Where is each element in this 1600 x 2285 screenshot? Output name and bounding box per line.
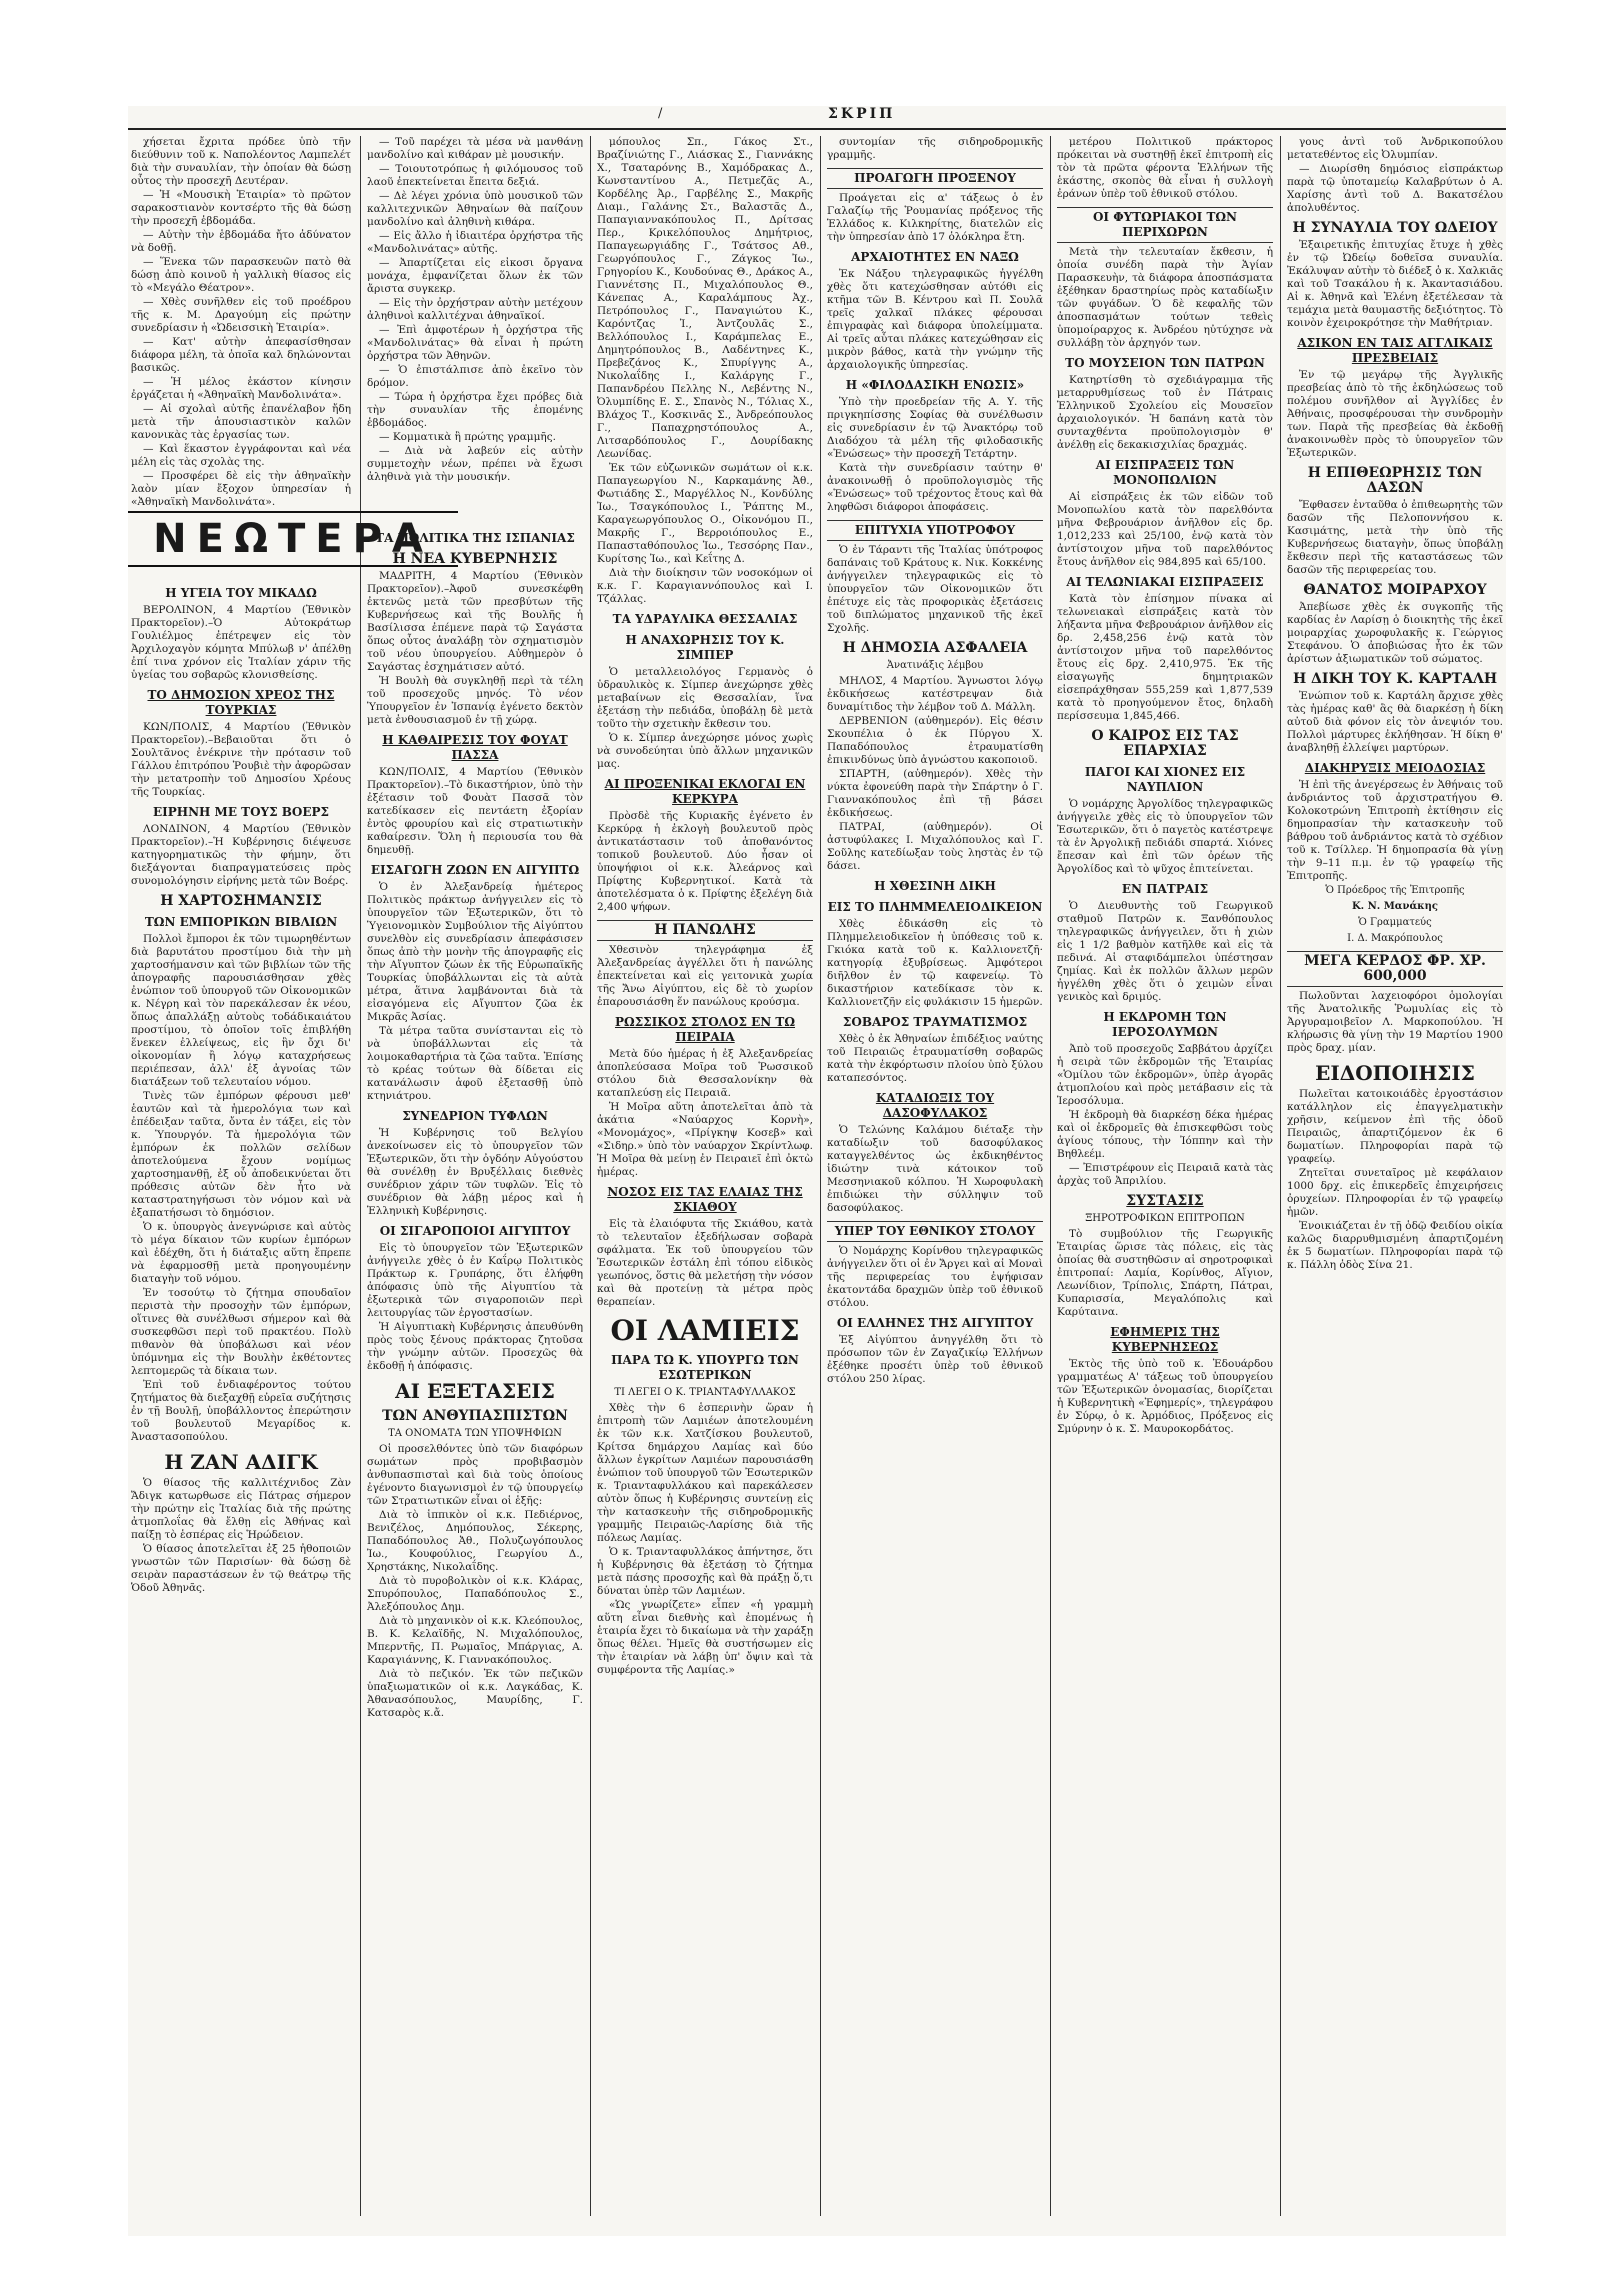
article-body: Πολλοὶ ἔμποροι ἐκ τῶν τιμωρηθέντων διὰ βαρυτάτου προστίμου διὰ τὴν μὴ χαρτοσήμανσιν καὶ τῶν βιβλίων τῶν τῆς ἀπογραφῆς παρουσιάσθησαν χθὲς ἐνώπιον τοῦ ὑπουργοῦ τῶν Οἰκονομικῶν κ. Νέγρη καὶ τὸν παρεκάλεσαν ἐκ νέου, ὅπως ἀπαλλάξῃ αὐτοὺς τοδάδικαιάτου προστίμου, τὸ ὁποῖον τοῖς ἐπιβλήθη ἕνεκεν ἐλλείψεως, εἰς ἣν ὄχι δι' οἰκονομίαν ἢ λόγῳ καταχρήσεως περιέπεσαν, ἀλλ' ἐξ ἀγνοίας τῶν διατάξεων τοῦ τελευταίου νόμου. (131, 933, 351, 1088)
col2-para: — Κομματικὰ ἢ πρώτης γραμμῆς. (379, 431, 556, 443)
headline: ΠΡΟΑΓΩΓΗ ΠΡΟΞΕΝΟΥ (827, 168, 1043, 189)
headline: ΔΙΑΚΗΡΥΞΙΣ ΜΕΙΟΔΟΣΙΑΣ (1304, 761, 1486, 775)
article-body: Ἔφθασεν ἐνταῦθα ὁ ἐπιθεωρητὴς τῶν δασῶν τῆς Πελοποννήσου κ. Κασιμάτης, μετὰ τὴν ὑπὸ τῆς Κυβερνήσεως διαταγὴν, ὅπως ὑποβάλῃ ἔκθεσιν περὶ τῆς καταστάσεως τῶν δασῶν τῆς περιφερείας του. (1287, 499, 1503, 576)
headline: ΡΩΣΣΙΚΟΣ ΣΤΟΛΟΣ ΕΝ ΤΩ ΠΕΙΡΑΙΑ (614, 1015, 796, 1044)
article-body: ΚΩΝ/ΠΟΛΙΣ, 4 Μαρτίου (Ἐθνικὸν Πρακτορεῖον).–Βεβαιοῦται ὅτι ὁ Σουλτᾶνος ἐνέκρινε τὴν πρότασιν τοῦ Γάλλου ἐπιτρόπου Ῥουβιὲ τὴν ἀφορῶσαν τὴν μετατροπὴν τοῦ Δημοσίου Χρέους τῆς Τουρκίας. (131, 721, 351, 798)
article-body: Προάγεται εἰς α' τάξεως ὁ ἐν Γαλαζίῳ τῆς Ῥουμανίας πρόξενος τῆς Ἑλλάδος κ. Κιλκηρίτης, διατελῶν εἰς τὴν ὑπηρεσίαν ἀπὸ 17 ὁλόκληρα ἔτη. (827, 192, 1043, 243)
newspaper-page (128, 106, 1506, 2236)
article-body: Χθεσινὸν τηλεγράφημα ἐξ Ἀλεξανδρείας ἀγγέλλει ὅτι ἡ πανώλης ἐπεκτείνεται καὶ εἰς γειτονικὰ χωρία τῆς Ἄνω Αἰγύπτου, εἰς δὲ τὸ χωρίον ἐπαρουσιάσθη ἕν πανώλους κρούσμα. (597, 944, 813, 1008)
headline: ΑΡΧΑΙΟΤΗΤΕΣ ΕΝ ΝΑΞΩ (851, 250, 1019, 264)
article-body: ΜΑΔΡΙΤΗ, 4 Μαρτίου (Ἐθνικὸν Πρακτορεῖον).–Ἀφοῦ συνεσκέφθη ἐκτενῶς μετὰ τῶν πρεσβύτων τῆς Κυβερνήσεως καὶ τῆς Βουλῆς ἡ Βασίλισσα ἐπέμενε παρὰ τῷ Σαγάστα ὅπως οὗτος ἀναλάβῃ τὸν σχηματισμὸν τοῦ νέου ὑπουργείου. Αὐθημερὸν ὁ Σαγάστας ἐσχημάτισεν αὐτό. (367, 570, 583, 673)
article-body: ΔΕΡΒΕΝΙΟΝ (αὐθημερόν). Εἰς θέσιν Σκουπέλια ὁ ἐκ Πύργου Χ. Παπαδόπουλος ἐτραυματίσθη ἐπικινδύνως ὑπὸ ἀγνώστου κακοποιοῦ. (827, 715, 1043, 766)
col2-para: — Εἰς ἄλλο ἡ ἰδιαιτέρα ὀρχήστρα τῆς «Μανδολινάτας» αὐτῆς. (367, 230, 583, 255)
article-body: Ἐκτὸς τῆς ὑπὸ τοῦ κ. Ἐδουάρδου γραμματέως Α' τάξεως τοῦ ὑπουργείου τῶν Ἐξωτερικῶν ὀνομασίας, διορίζεται ἡ Κυβερνητικὴ «Ἐφημερίς», τηλεγράφου ἐν Σύρῳ, ὁ κ. Ἀρμόδιος, Πρόξενος εἰς Σμύρνην ὁ κ. Σ. Μαυροκορδάτος. (1057, 1358, 1273, 1435)
article-body: Πωλεῖται κατοικοιάδὲς ἐργοστάσιον κατάλληλον εἰς ἐπαγγελματικὴν χρῆσιν, κείμενον ἐπὶ τῆς ὁδοῦ Πειραιῶς, ἀπαρτιζόμενον ἐκ 6 δωματίων. Πληροφορίαι παρὰ τῷ γραφείῳ. (1287, 1088, 1503, 1165)
headline: ΕΠΙΤΥΧΙΑ ΥΠΟΤΡΟΦΟΥ (827, 520, 1043, 541)
article-body: Αἱ εἰσπράξεις ἐκ τῶν εἰδῶν τοῦ Μονοπωλίου κατὰ τὸν παρελθόντα μῆνα Φεβρουάριον ἀνῆλθον εἰς δρ. 1,012,233 καὶ 25/100, ἐνῷ κατὰ τὸν ἀντίστοιχον μῆνα τοῦ παρελθόντος ἔτους ἀνῆλθον εἰς 984,895 καὶ 65/100. (1057, 491, 1273, 568)
article-body: Πωλοῦνται λαχειοφόροι ὁμολογίαι τῆς Ἀνατολικῆς Ῥωμυλίας εἰς τὸ Ἀργυραμοιβεῖον Λ. Μαρκοπούλου. Ἡ κλήρωσις θὰ γίνῃ τὴν 19 Μαρτίου 1900 πρὸς δραχ. μίαν. (1287, 990, 1503, 1054)
headline: ΣΟΒΑΡΟΣ ΤΡΑΥΜΑΤΙΣΜΟΣ (842, 1015, 1028, 1029)
masthead-name: ΣΚΡΙΠ (828, 106, 896, 122)
subheadline: ΤΑ ΟΝΟΜΑΤΑ ΤΩΝ ΥΠΟΨΗΦΙΩΝ (388, 1428, 562, 1439)
article-body: Μετὰ δύο ἡμέρας ἡ ἐξ Ἀλεξανδρείας ἀποπλεύσασα Μοῖρα τοῦ Ῥωσσικοῦ στόλου διὰ Θεσσαλονίκην θὰ καταπλεύσῃ εἰς Πειραιᾶ. (597, 1048, 813, 1099)
article-body: Ὁ νομάρχης Ἀργολίδος τηλεγραφικῶς ἀνήγγειλε χθὲς εἰς τὸ ὑπουργεῖον τῶν Ἐσωτερικῶν, ὅτι ὁ παγετὸς κατέστρεψε τὰ ἐν Ἀργολικῇ πεδιάδι σπαρτά. Χιόνες ἔπεσαν καὶ ἐπὶ τῶν ὀρέων τῆς Ἀργολίδος καὶ τὸ ψῦχος ἐπιτείνεται. (1057, 798, 1273, 875)
headline: ΟΙ ΕΛΛΗΝΕΣ ΤΗΣ ΑΙΓΥΠΤΟΥ (836, 1316, 1034, 1330)
article-body: Ὁ μεταλλειολόγος Γερμανὸς ὁ ὑδραυλικὸς κ. Σίμπερ ἀνεχώρησε χθὲς μεταβαίνων εἰς Θεσσαλίαν, ἵνα ἐξετάσῃ τὴν πεδιάδα, ὑποβάλῃ δὲ μετὰ τοῦτο τὴν σχετικὴν ἔκθεσιν του. (597, 666, 813, 730)
headline: Η ΖΑΝ ΑΔΙΓΚ (164, 1450, 318, 1474)
column-rule (590, 136, 591, 2216)
article-body: «Ὡς γνωρίζετε» εἶπεν «ἡ γραμμὴ αὕτη εἶναι διεθνὴς καὶ ἐπομένως ἡ ἑταιρία ἔχει τὸ δικαίωμα νὰ τὴν χαράξῃ ὅπως θέλει. Ἡμεῖς θὰ συστήσωμεν εἰς τὴν ἑταιρίαν νὰ λάβῃ ὑπ' ὄψιν καὶ τὰ συμφέροντα τῆς Λαμίας.» (597, 1599, 813, 1676)
article-body: Τὸ συμβούλιον τῆς Γεωργικῆς Ἑταιρίας ὥρισε τὰς πόλεις, εἰς τὰς ὁποίας θὰ συστηθῶσιν αἱ σηροτροφικαὶ ἐπιτροπαί: Λαμία, Κορίνθος, Αἴγιον, Λεωνίδιον, Τρίπολις, Σπάρτη, Πάτραι, Κυπαρισσία, Μεγαλόπολις καὶ Καρύταινα. (1057, 1228, 1273, 1318)
article-body: Ἐκ Νάξου τηλεγραφικῶς ἠγγέλθη χθὲς ὅτι κατεχώσθησαν αὐτόθι εἰς κτῆμα τῶν Β. Κέντρου καὶ Π. Σουλᾶ τρεῖς χαλκαῖ πλάκες φέρουσαι ἐπιγραφὰς καὶ διάφορα ὑπολείμματα. Αἱ τρεῖς αὗται πλάκες κατεχώθησαν εἰς μικρὸν βάθος, κατὰ τὴν γνώμην τῆς ἀρχαιολογικῆς ὑπηρεσίας. (827, 268, 1043, 371)
headline: ΘΑΝΑΤΟΣ ΜΟΙΡΑΡΧΟΥ (1303, 582, 1487, 598)
headline: ΑΣΙΚΟΝ ΕΝ ΤΑΙΣ ΑΓΓΛΙΚΑΙΣ ΠΡΕΣΒΕΙΑΙΣ (1297, 336, 1493, 365)
headline: ΕΙΣΑΓΩΓΗ ΖΩΩΝ ΕΝ ΑΙΓΥΠΤΩ (370, 863, 580, 877)
headline: Η ΕΚΔΡΟΜΗ ΤΩΝ ΙΕΡΟΣΟΛΥΜΩΝ (1103, 1010, 1227, 1039)
article-body: ΛΟΝΔΙΝΟΝ, 4 Μαρτίου (Ἐθνικὸν Πρακτορεῖον).–Ἡ Κυβέρνησις διέψευσε κατηγορηματικῶς τὴν φήμην, ὅτι διεξάγονται διαπραγματεύσεις πρὸς συνομολόγησιν εἰρήνης μετὰ τῶν Βοέρς. (131, 823, 351, 887)
article-body: ΚΩΝ/ΠΟΛΙΣ, 4 Μαρτίου (Ἐθνικὸν Πρακτορεῖον).–Τὸ δικαστήριον, ὑπὸ τὴν ἐξέτασιν τοῦ Φουὰτ Πασσᾶ τὸν κατεδίκασεν εἰς πεντάετη ἐξορίαν ἐντὸς φρουρίου καὶ εἰς στρατιωτικὴν καθαίρεσιν. Ὅλη ἡ περιουσία του θὰ δημευθῇ. (367, 766, 583, 856)
article-body: Ὁ κ. ὑπουργὸς ἀνεγνώρισε καὶ αὐτὸς τὸ μέγα δίκαιον τῶν κυρίων ἐμπόρων καὶ ἐδέχθη, ὅτι ἡ διάταξις αὕτη ἔπρεπε νὰ ἐφαρμοσθῇ μετὰ προηγουμένην διαταγὴν τοῦ νόμου. (131, 1221, 351, 1285)
subheadline: ΤΙ ΛΕΓΕΙ Ο Κ. ΤΡΙΑΝΤΑΦΥΛΛΑΚΟΣ (614, 1387, 796, 1398)
col1-para: — Ἡ «Μουσικὴ Ἑταιρία» τὸ πρῶτον σαρακοστιανὸν κοντσέρτο τῆς θὰ δώσῃ τὴν προσεχῆ ἑβδομάδα. (131, 189, 351, 227)
subheadline: ΠΑΡΑ ΤΩ Κ. ΥΠΟΥΡΓΩ ΤΩΝ ΕΣΩΤΕΡΙΚΩΝ (611, 1353, 799, 1382)
article-body: Διὰ τὸ πυροβολικὸν οἱ κ.κ. Κλάρας, Σπυρόπουλος, Παπαδόπουλος Σ., Ἀλεξόπουλος Δημ. (367, 1575, 583, 1613)
col2-para: — Ὁ ἐπιστάλπισε ἀπὸ ἐκεῖνο τὸν δρόμον. (367, 364, 583, 389)
article-body: Ὁ ἐν Ἀλεξανδρείᾳ ἡμέτερος Πολιτικὸς πράκτωρ ἀνήγγειλεν εἰς τὸ ὑπουργεῖον τῶν Ἐξωτερικῶν, ὅτι τὸ Ὑγειονομικὸν Συμβούλιον τῆς Αἰγύπτου συνελθὸν εἰς συνεδρίασιν ἀπεφάσισεν ὅπως ἀπὸ τὴν μονὴν τῆς ἀπογραφῆς εἰς τὴν Αἴγυπτον ζώων ἐκ τῆς Εὐρωπαϊκῆς Τουρκίας ὑποβάλλωνται εἰς τὰ αὐτὰ μέτρα, ἅτινα λαμβάνονται διὰ τὰ εἰσαγόμενα εἰς Αἴγυπτον ζῶα ἐκ Μικρᾶς Ἀσίας. (367, 881, 583, 1023)
article-body: Χθὲς ὁ ἐκ Ἀθηναίων ἐπιδέξιος ναύτης τοῦ Πειραιῶς ἐτραυματίσθη σοβαρῶς κατὰ τὴν ἐκφόρτωσιν πλοίου ὑπὸ ξύλου καταπεσόντος. (827, 1033, 1043, 1084)
headline: Η ΔΗΜΟΣΙΑ ΑΣΦΑΛΕΙΑ (842, 640, 1028, 656)
headline: ΕΦΗΜΕΡΙΣ ΤΗΣ ΚΥΒΕΡΝΗΣΕΩΣ (1110, 1325, 1220, 1354)
article-body: Τὰ μέτρα ταῦτα συνίστανται εἰς τὸ νὰ ὑποβάλλωνται εἰς τὰ λοιμοκαθαρτήρια τὰ ζῶα ταῦτα. Ἐπίσης τὸ κρέας τούτων θὰ δίδεται εἰς κατανάλωσιν ἀφοῦ ἐξετασθῇ ὑπὸ κτηνιάτρου. (367, 1025, 583, 1102)
subheadline: ΞΗΡΟΤΡΟΦΙΚΩΝ ΕΠΙΤΡΟΠΩΝ (1085, 1213, 1245, 1224)
headline: ΟΙ ΣΙΓΑΡΟΠΟΙΟΙ ΑΙΓΥΠΤΟΥ (379, 1224, 571, 1238)
article-body: Διὰ τὸ μηχανικὸν οἱ κ.κ. Κλεόπουλος, Β. Κ. Κελαϊδῆς, Ν. Μιχαλόπουλος, Μπερντῆς, Π. Ρωμαῖος, Μπάργιας, Α. Καραγιάννης, Κ. Γιαννακόπουλος. (367, 1615, 583, 1666)
headline: ΕΝ ΠΑΤΡΑΙΣ (1121, 882, 1209, 896)
banner-neotera: ΝΕΩΤΕΡΑ (128, 511, 458, 567)
headline: Η ΚΑΘΑΙΡΕΣΙΣ ΤΟΥ ΦΟΥΑΤ ΠΑΣΣΑ (382, 733, 568, 762)
article-body: ΜΗΛΟΣ, 4 Μαρτίου. Ἄγνωστοι λόγῳ ἐκδικήσεως κατέστρεψαν διὰ δυναμίτιδος τὴν λέμβον τοῦ Δ. Μάλλη. (827, 675, 1043, 713)
headline: ΑΙ ΕΞΕΤΑΣΕΙΣ (395, 1379, 555, 1403)
article-body: Ἐν τοσούτῳ τὸ ζήτημα σπουδαῖον περιστὰ τὴν προσοχὴν τῶν ἐμπόρων, οἵτινες θὰ συνέλθωσι σήμερον καὶ θὰ συσκεφθῶσι περὶ τοῦ πρακτέου. Πολὺ πιθανὸν θὰ ὑποβάλωσι καὶ νέον ὑπόμνημα εἰς τὴν Βουλὴν ἐκθέτοντες λεπτομερῶς τὰ δίκαια των. (131, 1287, 351, 1377)
col3-para: μόπουλος Σπ., Γάκος Στ., Βραζίνιώτης Γ., Λιάσκας Σ., Γιαννάκης Χ., Τσαταρόνης Β., Χαμόδρακας Δ., Κωνσταντίνου Α., Πετμεζᾶς Α., Κορδέλης Ἀρ., Γαρβέλης Σ., Μακρῆς Διαμ., Γαλάνης Στ., Βαλαστᾶς Δ., Παπαγιαννακόπουλος Π., Δρίτσας Περ., Κρικελόπουλος Δημήτριος, Παπαγεωργιάδης Γ., Τσάτσος Αθ., Γεωργόπουλος Γ., Ζάγκος Ἰω., Γρηγορίου Κ., Κουδούνας Θ., Δράκος Α., Γιαννέτσης Π., Μιχαλόπουλος Θ., Κάνεπας Α., Καραλάμπους Ἀχ., Πετρόπουλος Γ., Παναγιώτου Κ., Καρόντζας Ἰ., Ἀντζουλᾶς Σ., Βελλόπουλος Ι., Καράμπελας Ε., Δημητρόπουλος Β., Λαδέντηνες Κ., Πρεβεζάνος Κ., Σπυρίγγης Α., Νικολαΐδης Ι., Καλάργης Γ., Παπανδρέου Πελλης Ν., Λεβέντης Ν., Ὀλυμπίδης Ε. Σ., Σπανὸς Ν., Τόλιας Χ., Βλάχος Τ., Κοσκινᾶς Σ., Ἀνδρεόπουλος Γ., Παπαχρηστόπουλος Α., Λιτσαρδόπουλος Γ., Δουρίδακης Λεωνίδας. (597, 136, 813, 460)
col3-para: Ἐκ τῶν εὐζωνικῶν σωμάτων οἱ κ.κ. Παπαγεωργίου Ν., Καρκαμάνης Ἀθ., Φωτιάδης Σ., Μαργέλλος Ν., Κονδύλης Ἰω., Τσαγκόπουλος Ι., Ῥάπτης Μ., Καραγεωργόπουλος Ο., Οἰκονόμου Π., Μακρῆς Γ., Βερροιόπουλος Ε., Παπασταθόπουλος Ἰω., Τεσσόρης Παν., Κυρίτσης Ἰω., καὶ Κεΐτης Δ. (597, 462, 813, 565)
headline: Η ΠΑΝΩΛΗΣ (597, 920, 813, 941)
article-body: Πρὸσδὲ τῆς Κυριακῆς ἐγένετο ἐν Κερκύρᾳ ἡ ἐκλογὴ βουλευτοῦ πρὸς ἀντικατάστασιν τοῦ ἀποθανόντος τοπικοῦ βουλευτοῦ. Δύο ἦσαν οἱ ὑποψήφιοι οἱ κ.κ. Ἀλεάρνος καὶ Πρίφτης Κυβερνητικοί. Κατὰ τὰ ἀποτελέσματα ὁ κ. Πρίφτης ἐξελέγη διὰ 2,400 ψήφων. (597, 810, 813, 913)
article-body: Ὁ Διευθυντὴς τοῦ Γεωργικοῦ σταθμοῦ Πατρῶν κ. Ξανθόπουλος τηλεγραφικῶς ἀνήγγειλεν, ὅτι ἡ χιὼν εἰς 1 1/2 βαθμὸν κατῆλθε καὶ εἰς τὰ πεδινά. Αἱ σταφιδάμπελοι ὑπέστησαν ζημίας. Καὶ ἐκ πολλῶν ἄλλων μερῶν ἠγγέλθη χθὲς ὅτι ὁ χειμὼν εἶναι γενικὸς καὶ δριμύς. (1057, 900, 1273, 1003)
article-body: Διὰ τὸ πεζικόν. Ἐκ τῶν πεζικῶν ὑπαξιωματικῶν οἱ κ.κ. Λαγκάδας, Κ. Ἀθανασόπουλος, Μαυρίδης, Γ. Κατσαρὸς κ.ἄ. (367, 1668, 583, 1719)
subheadline: ΤΩΝ ΕΜΠΟΡΙΚΩΝ ΒΙΒΛΙΩΝ (144, 915, 338, 929)
col2-para: — Τοιουτοτρόπως ἡ φιλόμουσος τοῦ λαοῦ ἐπεκτείνεται ἔπειτα δεξιά. (367, 163, 583, 188)
subheadline: ΠΑΓΟΙ ΚΑΙ ΧΙΟΝΕΣ ΕΙΣ ΝΑΥΠΛΙΟΝ (1084, 765, 1246, 794)
article-body: Ὁ θίασος ἀποτελεῖται ἐξ 25 ἠθοποιῶν γνωστῶν τῶν Παρισίων· θὰ δώσῃ δὲ σειρὰν παραστάσεων ἐν τῷ θεάτρῳ τῆς Ὁδοῦ Ἀθηνᾶς. (131, 1543, 351, 1594)
column-rule (1050, 136, 1051, 2216)
article-body: Ἐπὶ τοῦ ἐνδιαφέροντος τούτου ζητήματος θὰ διεξαχθῇ εὐρεῖα συζήτησις ἐν τῇ Βουλῇ, ὑποβάλλοντος ἐπερώτησιν τοῦ βουλευτοῦ Μεγαρίδος κ. Ἀναστασοπούλου. (131, 1379, 351, 1443)
headline: ΣΥΣΤΑΣΙΣ (1126, 1193, 1204, 1209)
headline: ΚΑΤΑΔΙΩΞΙΣ ΤΟΥ ΔΑΣΟΦΥΛΑΚΟΣ (875, 1091, 995, 1120)
col1-para: χήσεται ἔχριτα πρόδεε ὑπὸ τῆν διεύθυνιν τοῦ κ. Ναπολέοντος Λαμπελέτ διὰ τὴν συναυλίαν, τὴν ὁποίαν θὰ δώσῃ οὗτος τὴν προσεχῆ Δευτέραν. (131, 136, 351, 187)
subheadline: Η ΑΝΑΧΩΡΗΣΙΣ ΤΟΥ Κ. ΣΙΜΠΕΡ (625, 633, 785, 662)
article-body: Ζητεῖται συνεταῖρος μὲ κεφάλαιον 1000 δρχ. εἰς ἐπικερδεῖς ἐπιχειρήσεις ὀρυχείων. Πληροφορίαι ἐν τῷ γραφείῳ ἡμῶν. (1287, 1167, 1503, 1218)
column-5 (1054, 136, 1276, 2216)
column-6 (1284, 136, 1506, 2216)
col2-para: — Ἀπαρτίζεται εἰς εἰκοσι ὄργανα μονάχα, ἐμφανίζεται ὅλων ἐκ τῶν ἄριστα συγκεκρ. (367, 257, 583, 295)
article-body: Χθὲς τὴν 6 ἑσπερινὴν ὥραν ἡ ἐπιτροπὴ τῶν Λαμιέων ἀποτελουμένη ἐκ τῶν κ.κ. Χατζίσκου βουλευτοῦ, Κρίτσα δημάρχου Λαμίας καὶ δύο ἄλλων ἐγκρίτων Λαμιέων παρουσιάσθη ἐνώπιον τοῦ ὑπουργοῦ τῶν Ἐσωτερικῶν κ. Τριανταφυλλάκου καὶ παρεκάλεσεν αὐτὸν ὅπως ἡ Κυβέρνησις συντείνῃ εἰς τὴν κατασκευὴν τῆς σιδηροδρομικῆς γραμμῆς Πειραιῶς-Λαρίσης διὰ τῆς πόλεως Λαμίας. (597, 1402, 813, 1544)
col1-para: — Καὶ ἕκαστον ἐγγράφονται καὶ νέα μέλη εἰς τὰς σχολὰς της. (131, 443, 351, 468)
col1-para: — Χθὲς συνῆλθεν εἰς τοῦ προέδρου τῆς κ. Μ. Δραγούμη εἰς πρώτην συνεδρίασιν ἡ «Ὠδεισσικὴ Ἑταιρία». (131, 296, 351, 334)
headline: ΣΥΝΕΔΡΙΟΝ ΤΥΦΛΩΝ (402, 1109, 548, 1123)
col1-para: — Αἱ σχολαὶ αὐτῆς ἐπανέλαβον ἤδη μετὰ τῆν ἀπουσιαστικὸν καλῶν κανονικὰς τὰς ἐργασίας των. (131, 403, 351, 441)
article-body: Ἀπεβίωσε χθὲς ἐκ συγκοπῆς τῆς καρδίας ἐν Λαρίσῃ ὁ διοικητὴς τῆς ἐκεῖ μοιραρχίας χωροφυλακῆς κ. Γεώργιος Στεφάνου. Ὁ ἀποβιώσας ἦτο ἐκ τῶν ἀρίστων ἀξιωματικῶν τοῦ σώματος. (1287, 601, 1503, 665)
article-body: Ὁ κ. Σίμπερ ἀνεχώρησε μόνος χωρὶς νὰ συνοδεύηται ὑπὸ ἄλλων μηχανικῶν μας. (597, 732, 813, 770)
col1-para: — Αὐτὴν τὴν ἑβδομάδα ἤτο ἀδύνατον νὰ δοθῇ. (131, 229, 351, 254)
article-body: Ἀπὸ τοῦ προσεχοῦς Σαββάτου ἀρχίζει ἡ σειρὰ τῶν ἐκδρομῶν τῆς Ἑταιρίας «Ὁμίλου τῶν ἐκδρομῶν», ὑπὲρ ἀγορᾶς ἀτμοπλοίου καὶ πρὸς μετάβασιν εἰς τὰ Ἱεροσόλυμα. (1057, 1043, 1273, 1107)
column-4 (824, 136, 1046, 2216)
article-body: Εἰς τὰ ἐλαιόφυτα τῆς Σκιάθου, κατὰ τὸ τελευταῖον ἐξεδήλωσαν σοβαρὰ σφάλματα. Ἐκ τοῦ ὑπουργείου τῶν Ἐσωτερικῶν ἐστάλη ἐπὶ τόπου εἰδικὸς γεωπόνος, ὅστις θὰ μελετήσῃ τὴν νόσον καὶ θὰ προτείνῃ τὰ μέτρα πρὸς θεραπείαν. (597, 1218, 813, 1308)
column-rule (1280, 136, 1281, 2216)
headline: ΥΠΕΡ ΤΟΥ ΕΘΝΙΚΟΥ ΣΤΟΛΟΥ (827, 1221, 1043, 1242)
headline: ΤΑ ΠΟΛΙΤΙΚΑ ΤΗΣ ΙΣΠΑΝΙΑΣ (375, 531, 575, 545)
headline: ΕΙΔΟΠΟΙΗΣΙΣ (1315, 1061, 1475, 1085)
col1-para: — Προσφέρει δὲ εἰς τὴν ἀθηναϊκὴν λαὸν μίαν ἔξοχον ὑπηρεσίαν ἡ «Ἀθηναϊκὴ Μανδολινάτα». (131, 470, 351, 508)
headline: Η «ΦΙΛΟΔΑΣΙΚΗ ΕΝΩΣΙΣ» (845, 378, 1025, 392)
headline: ΤΑ ΥΔΡΑΥΛΙΚΑ ΘΕΣΣΑΛΙΑΣ (612, 612, 798, 626)
article-body: Ὑπὸ τὴν προεδρείαν τῆς Α. Υ. τῆς πριγκηπίσσης Σοφίας θὰ συνέλθωσιν εἰς συνεδρίασιν ἐν τῷ Ἀνακτόρῳ τοῦ Διαδόχου τὰ μέλη τῆς φιλοδασικῆς «Ἑνώσεως» τὴν προσεχῆ Τετάρτην. (827, 396, 1043, 460)
col6-para: — Διωρίσθη δημόσιος εἰσπράκτωρ παρὰ τῷ ὑποταμείῳ Καλαβρύτων ὁ Α. Χαρίσης ἀντὶ τοῦ Δ. Βακατσέλου ἀπολυθέντος. (1287, 163, 1503, 214)
column-rule (820, 136, 821, 2216)
headline: ΤΟ ΔΗΜΟΣΙΟΝ ΧΡΕΟΣ ΤΗΣ ΤΟΥΡΚΙΑΣ (147, 688, 335, 717)
headline: ΤΟ ΜΟΥΣΕΙΟΝ ΤΩΝ ΠΑΤΡΩΝ (1065, 356, 1265, 370)
masthead-slash: / (658, 106, 663, 121)
headline: ΑΙ ΤΕΛΩΝΙΑΚΑΙ ΕΙΣΠΡΑΞΕΙΣ (1066, 575, 1264, 589)
col2-para: — Τοῦ παρέχει τὰ μέσα νὰ μανθάνῃ μανδολίνο καὶ κιθάραν μὲ μουσικήν. (367, 136, 583, 161)
col4-para: συντομίαν τῆς σιδηροδρομικῆς γραμμῆς. (827, 136, 1043, 161)
masthead (128, 106, 1506, 130)
article-body: Ἡ Κυβέρνησις τοῦ Βελγίου ἀνεκοίνωσεν εἰς τὸ ὑπουργεῖον τῶν Ἐξωτερικῶν, ὅτι τὴν ὀγδόην Αὐγούστου θὰ συνέλθῃ ἐν Βρυξέλλαις διεθνὲς συνέδριον χάριν τῶν τυφλῶν. Ἐἰς τὸ συνέδριον θὰ λάβῃ μέρος καὶ ἡ Ἑλληνικὴ Κυβέρνησις. (367, 1127, 583, 1217)
article-body: Οἱ προσελθόντες ὑπὸ τῶν διαφόρων σωμάτων πρὸς προβιβασμὸν ἀνθυπασπισταὶ καὶ διὰ τοὺς ὁποίους ἐγένοντο διαγωνισμοὶ ἐν τῷ ὑπουργείῳ τῶν Στρατιωτικῶν εἶναι οἱ ἑξῆς: (367, 1443, 583, 1507)
article-body: Κατὰ τὸν ἐπίσημον πίνακα αἱ τελωνειακαὶ εἰσπράξεις κατὰ τὸν λήξαντα μῆνα Φεβρουάριον ἀνῆλθον εἰς δρ. 2,458,256 ἐνῷ κατὰ τὸν ἀντίστοιχον μῆνα τοῦ παρελθόντος ἔτους εἰς δρχ. 2,410,975. Ἐκ τῆς εἰσαγωγῆς δημητριακῶν εἰσεπράχθησαν 555,259 καὶ 1,877,539 κατὰ τὸ προηγούμενον ἔτος, δηλαδὴ περίσσευμα 1,845,466. (1057, 593, 1273, 722)
headline: Ο ΚΑΙΡΟΣ ΕΙΣ ΤΑΣ ΕΠΑΡΧΙΑΣ (1091, 728, 1239, 759)
col2-para: — Τώρα ἡ ὀρχήστρα ἔχει πρόβες διὰ τὴν συναυλίαν τῆς ἐπομένης ἑβδομάδος. (367, 391, 583, 429)
col2-para: — Ἐπὶ ἀμφοτέρων ἡ ὀρχήστρα τῆς «Μανδολινάτας» θὰ εἶναι ἡ πρώτη ὀρχήστρα τῶν Ἀθηνῶν. (367, 324, 583, 362)
article-body: Μετὰ τὴν τελευταίαν ἔκθεσιν, ἡ ὁποία συνέδη παρὰ τὴν Ἁγίαν Παρασκευὴν, τὰ διάφορα ἀποσπάσματα ἐξέθηκαν δραστηρίως πρὸς καταδίωξιν τῶν φυγάδων. Ὁ δὲ κεφαλῆς τῶν ἀποσπασμάτων τούτων τεθεὶς ὑπομοίραρχος κ. Ἀνδρέου ηὐτύχησε νὰ συλλάβῃ τὸν ἀρχηγόν των. (1057, 246, 1273, 349)
article-body: Ἡ ἐκδρομὴ θὰ διαρκέσῃ δέκα ἡμέρας καὶ οἱ ἐκδρομεῖς θὰ ἐπισκεφθῶσι τοὺς ἁγίους τόπους, τὴν Ἰόππην καὶ τὴν Βηθλεέμ. (1057, 1109, 1273, 1160)
headline: ΟΙ ΦΥΤΩΡΙΑΚΟΙ ΤΩΝ ΠΕΡΙΧΩΡΩΝ (1057, 207, 1273, 243)
signature-line: Ὁ Γραμματεύς (1358, 917, 1432, 928)
column-1 (128, 136, 354, 2216)
headline: ΟΙ ΛΑΜΙΕΙΣ (610, 1314, 800, 1347)
col3-para: Διὰ τὴν διοίκησιν τῶν νοσοκόμων οἱ κ.κ. Γ. Καραγιαννόπουλος καὶ Ι. Τζάλλας. (597, 567, 813, 605)
article-body: Ὁ κ. Τριανταφυλλάκος ἀπήντησε, ὅτι ἡ Κυβέρνησις θὰ ἐξετάσῃ τὸ ζήτημα μετὰ πάσης προσοχῆς καὶ θὰ πράξῃ ὅ,τι δύναται ὑπὲρ τῶν Λαμιέων. (597, 1546, 813, 1597)
signature-line: Ὁ Πρόεδρος τῆς Ἐπιτροπῆς (1325, 885, 1465, 896)
article-body: Εἰς τὸ ὑπουργεῖον τῶν Ἐξωτερικῶν ἀνήγγειλε χθὲς ὁ ἐν Καΐρῳ Πολιτικὸς Πράκτωρ κ. Γρυπάρης, ὅτι ἐλήφθη ἀπόφασις ὑπὸ τῆς Αἰγυπτίου τὰ ἐξωτερικὰ τῶν σιγαροποιῶν περὶ λειτουργίας τῶν ἐργοστασίων. (367, 1242, 583, 1319)
col5-para: μετέρου Πολιτικοῦ πράκτορος πρόκειται νὰ συστηθῇ ἐκεῖ ἐπιτροπὴ εἰς τὸν τὰ πρῶτα φέροντα Ἑλλήνων τῆς ἑκάστης, σκοπὸς θὰ εἶναι ἡ συλλογὴ ἐράνων ὑπὲρ τοῦ ἐθνικοῦ στόλου. (1057, 136, 1273, 200)
article-body: Διὰ τὸ ἱππικὸν οἱ κ.κ. Πεδιέρνος, Βενιζέλος, Δημόπουλος, Σέκερης, Παπαδόπουλος Ἀθ., Πολυζωγόπουλος Ἰω., Κουφούλιος, Γεωργίου Δ., Χρηστάκης, Νικολαΐδης. (367, 1509, 583, 1573)
article-body: Κατὰ τὴν συνεδρίασιν ταύτην θ' ἀνακοινωθῇ ὁ προϋπολογισμὸς τῆς «Ἑνώσεως» τοῦ τρέχοντος ἔτους καὶ θὰ ληφθῶσι διάφοροι ἀποφάσεις. (827, 462, 1043, 513)
col2-para: — Δὲ λέγει χρόνια ὑπὸ μουσικοῦ τῶν καλλιτεχνικῶν Ἀθηναίων θὰ παίζουν μανδολίνο καὶ ἀληθινὴ κιθάρα. (367, 190, 583, 228)
article-body: Τινὲς τῶν ἐμπόρων φέρουσι μεθ' ἑαυτῶν καὶ τὰ ἡμερολόγια των καὶ ἐπέδειξαν ταῦτα, ὄντα ἐν τάξει, εἰς τὸν κ. Ὑπουργόν. Τὰ ἡμερολόγια τῶν ἐμπόρων ἐκ πολλῶν σελίδων ἀποτελούμενα ἔχουν νομίμως χαρτοσημανθῇ, ἐξ οὗ ἀποδεικνύεται ὅτι πρόθεσις αὐτῶν δὲν ἦτο νὰ καταστρατηγήσωσι τὸν νόμον καὶ νὰ ἐξαπατήσωσι τὸ δημόσιον. (131, 1090, 351, 1219)
headline: ΝΟΣΟΣ ΕΙΣ ΤΑΣ ΕΛΑΙΑΣ ΤΗΣ ΣΚΙΑΘΟΥ (607, 1185, 803, 1214)
headline: Η ΧΑΡΤΟΣΗΜΑΝΣΙΣ (160, 893, 322, 909)
col1-para: — Ἕνεκα τῶν παρασκευῶν πατὸ θὰ δώσῃ ἀπὸ κοινοῦ ἡ γαλλικὴ θίασος εἰς τὸ «Μεγάλο Θέατρον». (131, 256, 351, 294)
headline: ΕΙΡΗΝΗ ΜΕ ΤΟΥΣ ΒΟΕΡΣ (152, 805, 330, 819)
article-body: Ὁ Τελώνης Καλάμου διέταξε τὴν καταδίωξιν τοῦ δασοφύλακος καταγγελθέντος ὡς ἐκδικηθέντος ἰδιώτην τινὰ κάτοικον τοῦ Μεσσηνιακοῦ κόλπου. Ἡ Χωροφυλακὴ ἐπιδιώκει τὴν σύλληψιν τοῦ δασοφύλακος. (827, 1124, 1043, 1214)
article-body: Ἐνώπιον τοῦ κ. Καρτάλη ἄρχισε χθὲς τὰς ἡμέρας καθ' ἃς θὰ διαρκέσῃ ἡ δίκη αὐτοῦ διὰ φόνον εἰς τὸν ἀνεψιόν του. Πολλοὶ μάρτυρες ἐκλήθησαν. Ἡ δίκη θ' ἀναβληθῇ ἐλλείψει μαρτύρων. (1287, 690, 1503, 754)
article-body: ΠΑΤΡΑΙ, (αὐθημερόν). Οἱ ἀστυφύλακες Ι. Μιχαλόπουλος καὶ Γ. Σοῦλης κατεδίωξαν τοὺς ληστὰς ἐν τῷ δάσει. (827, 821, 1043, 872)
article-body: Ἐν τῷ μεγάρῳ τῆς Ἀγγλικῆς πρεσβείας ἀπὸ τὸ τῆς ἐκδηλώσεως τοῦ πολέμου συνῆλθον αἱ Ἀγγλίδες ἐν Ἀθήναις, προσφέρουσαι τὴν συνδρομὴν των. Παρὰ τῆς πρεσβείας θὰ ἐκδοθῇ ἀνακοινωθὲν πρὸς τὸ ὑπουργεῖον τῶν Ἐξωτερικῶν. (1287, 369, 1503, 459)
headline: ΑΙ ΕΙΣΠΡΑΞΕΙΣ ΤΩΝ ΜΟΝΟΠΩΛΙΩΝ (1095, 458, 1235, 487)
article-body: Ὁ ἐν Τάραντι τῆς Ἰταλίας ὑπότροφος δαπάναις τοῦ Κράτους κ. Νικ. Κοκκένης ἀνήγγειλεν τηλεγραφικῶς εἰς τὸ ὑπουργεῖον τῶν Οἰκονομικῶν ὅτι ἐπέτυχε εἰς τὰς προφορικὰς ἐξετάσεις τοῦ διπλώματος μηχανικοῦ τῆς ἐκεῖ Σχολῆς. (827, 544, 1043, 634)
subheadline: ΕΙΣ ΤΟ ΠΛΗΜΜΕΛΕΙΟΔΙΚΕΙΟΝ (827, 900, 1043, 914)
article-body: Ὁ θίασος τῆς καλλιτέχνιδος Ζὰν Ἄδιγκ κατωρθωσε εἰς Πάτρας σήμερον τὴν πρώτην εἰς Ἰταλίας διὰ τῆς πρώτης ἀτμοπλοΐας θὰ ἔλθῃ εἰς Ἀθήνας καὶ παίξῃ τὸ ἑσπέρας εἰς Ἡρώδειον. (131, 1477, 351, 1541)
subheadline: ΤΩΝ ΑΝΘΥΠΑΣΠΙΣΤΩΝ (382, 1408, 568, 1424)
signature-name: Κ. Ν. Μανάκης (1351, 901, 1438, 912)
headline: Η ΔΙΚΗ ΤΟΥ Κ. ΚΑΡΤΑΛΗ (1292, 671, 1498, 687)
article-body: Ὁ Νομάρχης Κορίνθου τηλεγραφικῶς ἀνήγγειλεν ὅτι οἱ ἐν Ἄργει καὶ αἱ Μοναὶ τῆς περιφερείας του ἐψήφισαν ἑκατοντάδα δραχμῶν ὑπὲρ τοῦ ἐθνικοῦ στόλου. (827, 1245, 1043, 1309)
signature-name: Ι. Δ. Μακρόπουλος (1347, 933, 1443, 944)
col2-para: — Διὰ νὰ λαβεύν εἰς αὐτὴν συμμετοχὴν νέων, πρέπει νὰ ἔχωσι ἀληθινὰ γιὰ τὴν μουσικήν. (367, 445, 583, 483)
article-body: Ἐνοικιάζεται ἐν τῇ ὁδῷ Φειδίου οἰκία καλῶς διαρρυθμισμένη ἀπαρτιζομένη ἐκ 5 δωματίων. Πληροφορίαι παρὰ τῷ κ. Πάλλη ὁδὸς Σίνα 21. (1287, 1220, 1503, 1271)
article-body: ΣΠΑΡΤΗ, (αὐθημερόν). Χθὲς τὴν νύκτα ἐφονεύθη παρὰ τὴν Σπάρτην ὁ Γ. Γιαννακόπουλος ἐπὶ τῇ βάσει ἐκδικήσεως. (827, 768, 1043, 819)
headline: Η ΧΘΕΣΙΝΗ ΔΙΚΗ (874, 879, 996, 893)
col1-para: — Ἡ μέλος ἑκάστον κίνησιν ἐργάζεται ἡ «Ἀθηναϊκὴ Μανδολινάτα». (131, 376, 351, 401)
article-body: Ἡ Βουλὴ θὰ συγκληθῇ περὶ τὰ τέλη τοῦ προσεχοῦς μηνός. Τὸ νέον Ὑπουργεῖον ἐν Ἰσπανίᾳ ἐγένετο δεκτὸν μετὰ ἐνθουσιασμοῦ ἐν τῇ χώρᾳ. (367, 675, 583, 726)
subheadline: Ἀνατινάξις λέμβου (886, 660, 984, 671)
article-body: Ἡ Αἰγυπτιακὴ Κυβέρνησις ἀπευθύνθη πρὸς τοὺς ξένους πράκτορας ζητοῦσα τὴν γνώμην αὐτῶν. Προσεχῶς θὰ ἐκδοθῇ ἡ ἀπόφασις. (367, 1321, 583, 1372)
headline: Η ΥΓΕΙΑ ΤΟΥ ΜΙΚΑΔΩ (165, 586, 317, 600)
subheadline: Η ΝΕΑ ΚΥΒΕΡΝΗΣΙΣ (392, 551, 558, 567)
article-body: Ἡ Μοῖρα αὕτη ἀποτελεῖται ἀπὸ τὰ ἀκάτια «Ναύαρχος Κορνὴ», «Μονομάχος», «Πρίγκηψ Κοσεβ» καὶ «Σιδηρ.» ὑπὸ τὸν ναύαρχον Σκρίντλωφ. Ἡ Μοῖρα θὰ μείνῃ ἐν Πειραιεῖ ἐπὶ ὀκτὼ ἡμέρας. (597, 1101, 813, 1178)
col6-para: γους ἀντὶ τοῦ Ἀνδρικοπούλου μετατεθέντος εἰς Ὀλυμπίαν. (1287, 136, 1503, 161)
article-body: Ἐξαιρετικῆς ἐπιτυχίας ἔτυχε ἡ χθὲς ἐν τῷ Ὠδείῳ δοθεῖσα συναυλία. Ἐκάλυψαν αὐτὴν τὸ διέδεξ ὁ κ. Χαλκιᾶς καὶ τοῦ Τσακάλου ἡ κ. Ἀκαντασιάδου. Αἱ κ. Ἀθηνᾶ καὶ Ἑλένη ἐξετέλεσαν τὰ τεμάχια μετὰ θαυμαστῆς δεξιότητος. Τὸ κοινὸν ἐχειροκρότησε τὴν Μαθήτριαν. (1287, 239, 1503, 329)
article-body: Χθὲς ἐδικάσθη εἰς τὸ Πλημμελειοδικεῖον ἡ ὑπόθεσις τοῦ κ. Γκιόκα κατὰ τοῦ κ. Καλλιονετζῆ· κατηγορίᾳ ἐξυβρίσεως. Ἀμφότεροι διῆλθον ἐν τῷ καφενείῳ. Τὸ δικαστήριον κατεδίκασε τὸν κ. Καλλιονετζῆν εἰς φυλάκισιν 15 ἡμερῶν. (827, 918, 1043, 1008)
article-body: — Ἐπιστρέφουν εἰς Πειραιᾶ κατὰ τὰς ἀρχὰς τοῦ Ἀπριλίου. (1057, 1162, 1273, 1187)
article-body: Ἡ ἐπὶ τῆς ἀνεγέρσεως ἐν Ἀθήναις τοῦ ἀνδριάντος τοῦ ἀρχιστρατήγου Θ. Κολοκοτρώνη Ἐπιτροπὴ ἐκτίθησιν εἰς δημοπρασίαν τὴν κατασκευὴν τοῦ βάθρου τοῦ ἀνδριάντος κατὰ τὸ σχέδιον τοῦ κ. Τσίλλερ. Ἡ δημοπρασία θὰ γίνῃ τὴν 9–11 π.μ. ἐν τῷ γραφείῳ τῆς Ἐπιτροπῆς. (1287, 779, 1503, 882)
column-rule (360, 136, 361, 2216)
headline: ΑΙ ΠΡΟΞΕΝΙΚΑΙ ΕΚΛΟΓΑΙ ΕΝ ΚΕΡΚΥΡΑ (604, 777, 806, 806)
article-body: Κατηρτίσθη τὸ σχεδιάγραμμα τῆς μεταρρυθμίσεως τοῦ ἐν Πάτραις Ἑλληνικοῦ Σχολείου εἰς Μουσεῖον ἀρχαιολογικόν. Ἡ δαπάνη κατὰ τὸν συνταχθέντα προϋπολογισμὸν θ' ἀνέλθῃ εἰς δεκακισχιλίας δραχμάς. (1057, 374, 1273, 451)
article-body: ΒΕΡΟΛΙΝΟΝ, 4 Μαρτίου (Ἐθνικὸν Πρακτορεῖον).–Ὁ Αὐτοκράτωρ Γουλιέλμος ἐπέτρεψεν εἰς τὸν Ἀρχιλοχαγὸν κόμητα Μπύλωβ ν' ἀπέλθῃ ἐπί τινα χρόνον εἰς Ἰταλίαν χάριν τῆς ὑγείας του σοβαρῶς κλονισθείσης. (131, 604, 351, 681)
article-body: Ἐξ Αἰγύπτου ἀνηγγέλθη ὅτι τὸ πρόσωπον τῶν ἐν Ζαγαζικίῳ Ἑλλήνων ἐξέθηκε προσέτι ὑπὲρ τοῦ ἐθνικοῦ στόλου 250 λίρας. (827, 1334, 1043, 1385)
col1-para: — Κατ' αὐτὴν ἀπεφασίσθησαν διάφορα μέλη, τὰ ὁποῖα καλ δηλώνονται βασικῶς. (131, 336, 351, 374)
headline: Η ΣΥΝΑΥΛΙΑ ΤΟΥ ΩΔΕΙΟΥ (1292, 220, 1498, 236)
headline: ΜΕΓΑ ΚΕΡΔΟΣ ΦΡ. ΧΡ. 600,000 (1287, 951, 1503, 987)
column-3 (594, 136, 816, 2216)
column-2 (364, 136, 586, 2216)
headline: Η ΕΠΙΘΕΩΡΗΣΙΣ ΤΩΝ ΔΑΣΩΝ (1307, 465, 1483, 496)
col2-para: — Εἰς τὴν ὀρχήστραν αὐτὴν μετέχουν ἀληθινοὶ καλλιτέχναι ἀθηναϊκοί. (367, 297, 583, 322)
